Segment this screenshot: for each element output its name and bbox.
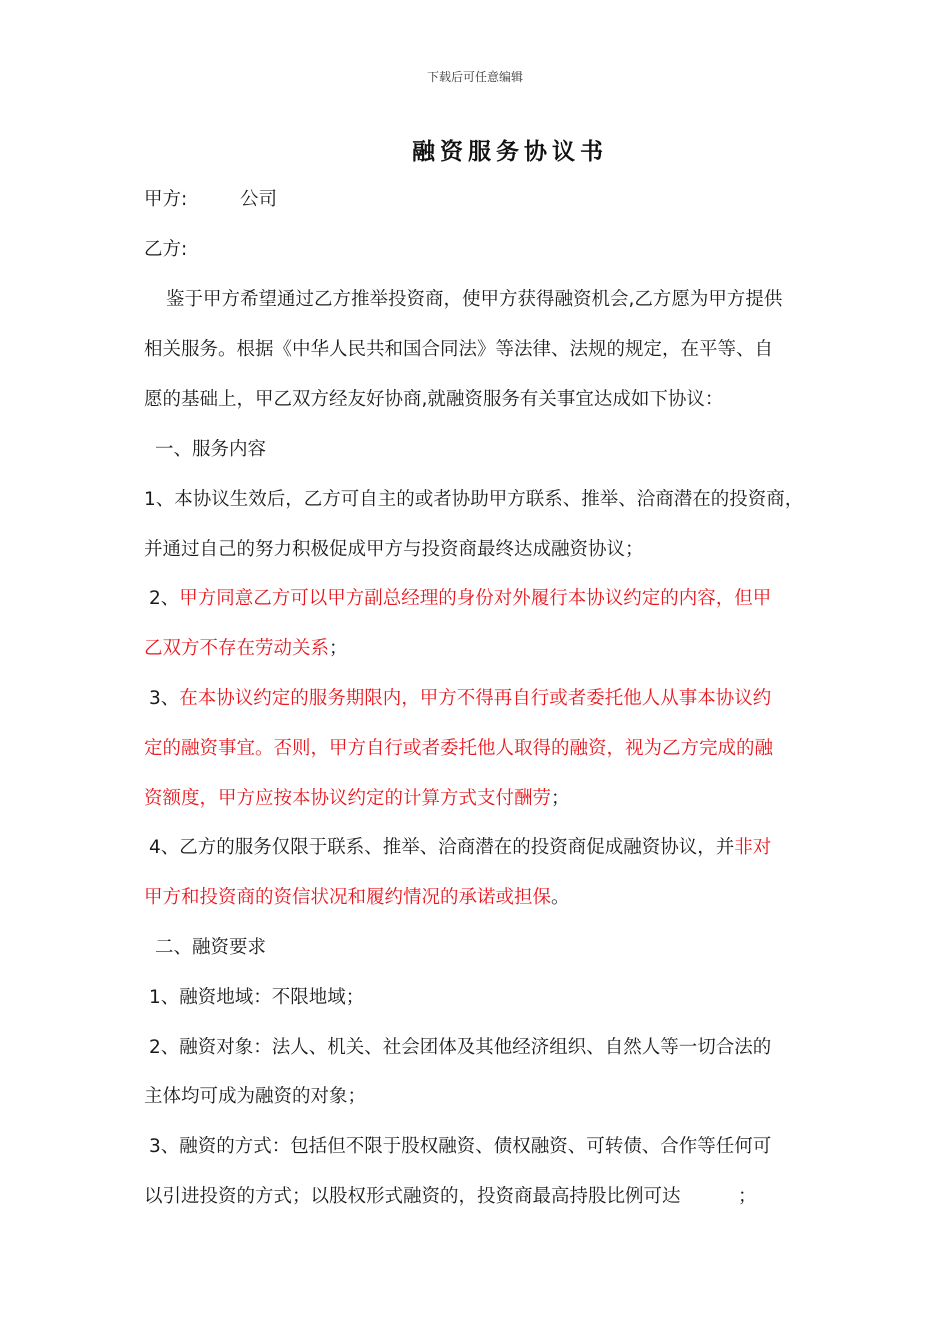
- highlighted-text: 在本协议约定的服务期限内，甲方不得再自行或者委托他人从事本协议约: [179, 688, 772, 709]
- highlighted-text: 资额度，甲方应按本协议约定的计算方式支付酬劳: [144, 788, 552, 809]
- party-a-value: 公司: [240, 189, 278, 210]
- intro-text: 相关服务。根据《中华人民共和国合同法》等法律、法规的规定，在平等、自: [144, 339, 774, 360]
- document-title: 融资服务协议书: [412, 139, 608, 165]
- intro-text: 愿的基础上，甲乙双方经友好协商,就融资服务有关事宜达成如下协议：: [144, 389, 724, 410]
- clause-text: [144, 636, 348, 662]
- highlighted-text: 乙双方不存在劳动关系: [144, 638, 330, 659]
- clause-number: [149, 686, 771, 712]
- clause-tail: ；: [329, 638, 348, 659]
- clause-text: 3、融资的方式：包括但不限于股权融资、债权融资、可转债、合作等任何可: [149, 1136, 772, 1157]
- clause-text-plain: 4、乙方的服务仅限于联系、推举、洽商潜在的投资商促成融资协议，并: [149, 837, 735, 858]
- header-note: 下载后可任意编辑: [426, 70, 523, 84]
- party-b-label: 乙方:: [144, 239, 188, 260]
- clause-tail: 。: [551, 887, 570, 908]
- clause-tail: ；: [551, 788, 570, 809]
- clause-number-text: 2、: [149, 588, 180, 609]
- clause-number: [149, 586, 771, 612]
- intro-text: 鉴于甲方希望通过乙方推举投资商，使甲方获得融资机会,乙方愿为甲方提供: [166, 289, 783, 310]
- clause-tail: ；: [738, 1186, 757, 1207]
- section-heading: 二、融资要求: [155, 937, 267, 958]
- clause-text: 主体均可成为融资的对象；: [144, 1086, 367, 1107]
- clause-number-text: 3、: [149, 688, 180, 709]
- clause-text: 1、本协议生效后，乙方可自主的或者协助甲方联系、推举、洽商潜在的投资商，: [144, 489, 804, 510]
- clause-text: 2、融资对象：法人、机关、社会团体及其他经济组织、自然人等一切合法的: [149, 1037, 772, 1058]
- clause-text: 1、融资地域：不限地域；: [149, 987, 365, 1008]
- highlighted-text: 甲方同意乙方可以甲方副总经理的身份对外履行本协议约定的内容，但甲: [179, 588, 772, 609]
- clause-text: 以引进投资的方式；以股权形式融资的，投资商最高持股比例可达: [144, 1186, 681, 1207]
- clause-text: [144, 786, 570, 812]
- clause-text: [144, 885, 570, 911]
- highlighted-text: 非对: [734, 837, 772, 858]
- clause-text: 并通过自己的努力积极促成甲方与投资商最终达成融资协议；: [144, 539, 644, 560]
- highlighted-text: 甲方和投资商的资信状况和履约情况的承诺或担保: [144, 887, 552, 908]
- clause-text: [149, 835, 771, 861]
- highlighted-text: 定的融资事宜。否则，甲方自行或者委托他人取得的融资，视为乙方完成的融: [144, 738, 774, 759]
- party-a-label: 甲方:: [144, 189, 188, 210]
- section-heading: 一、服务内容: [155, 439, 267, 460]
